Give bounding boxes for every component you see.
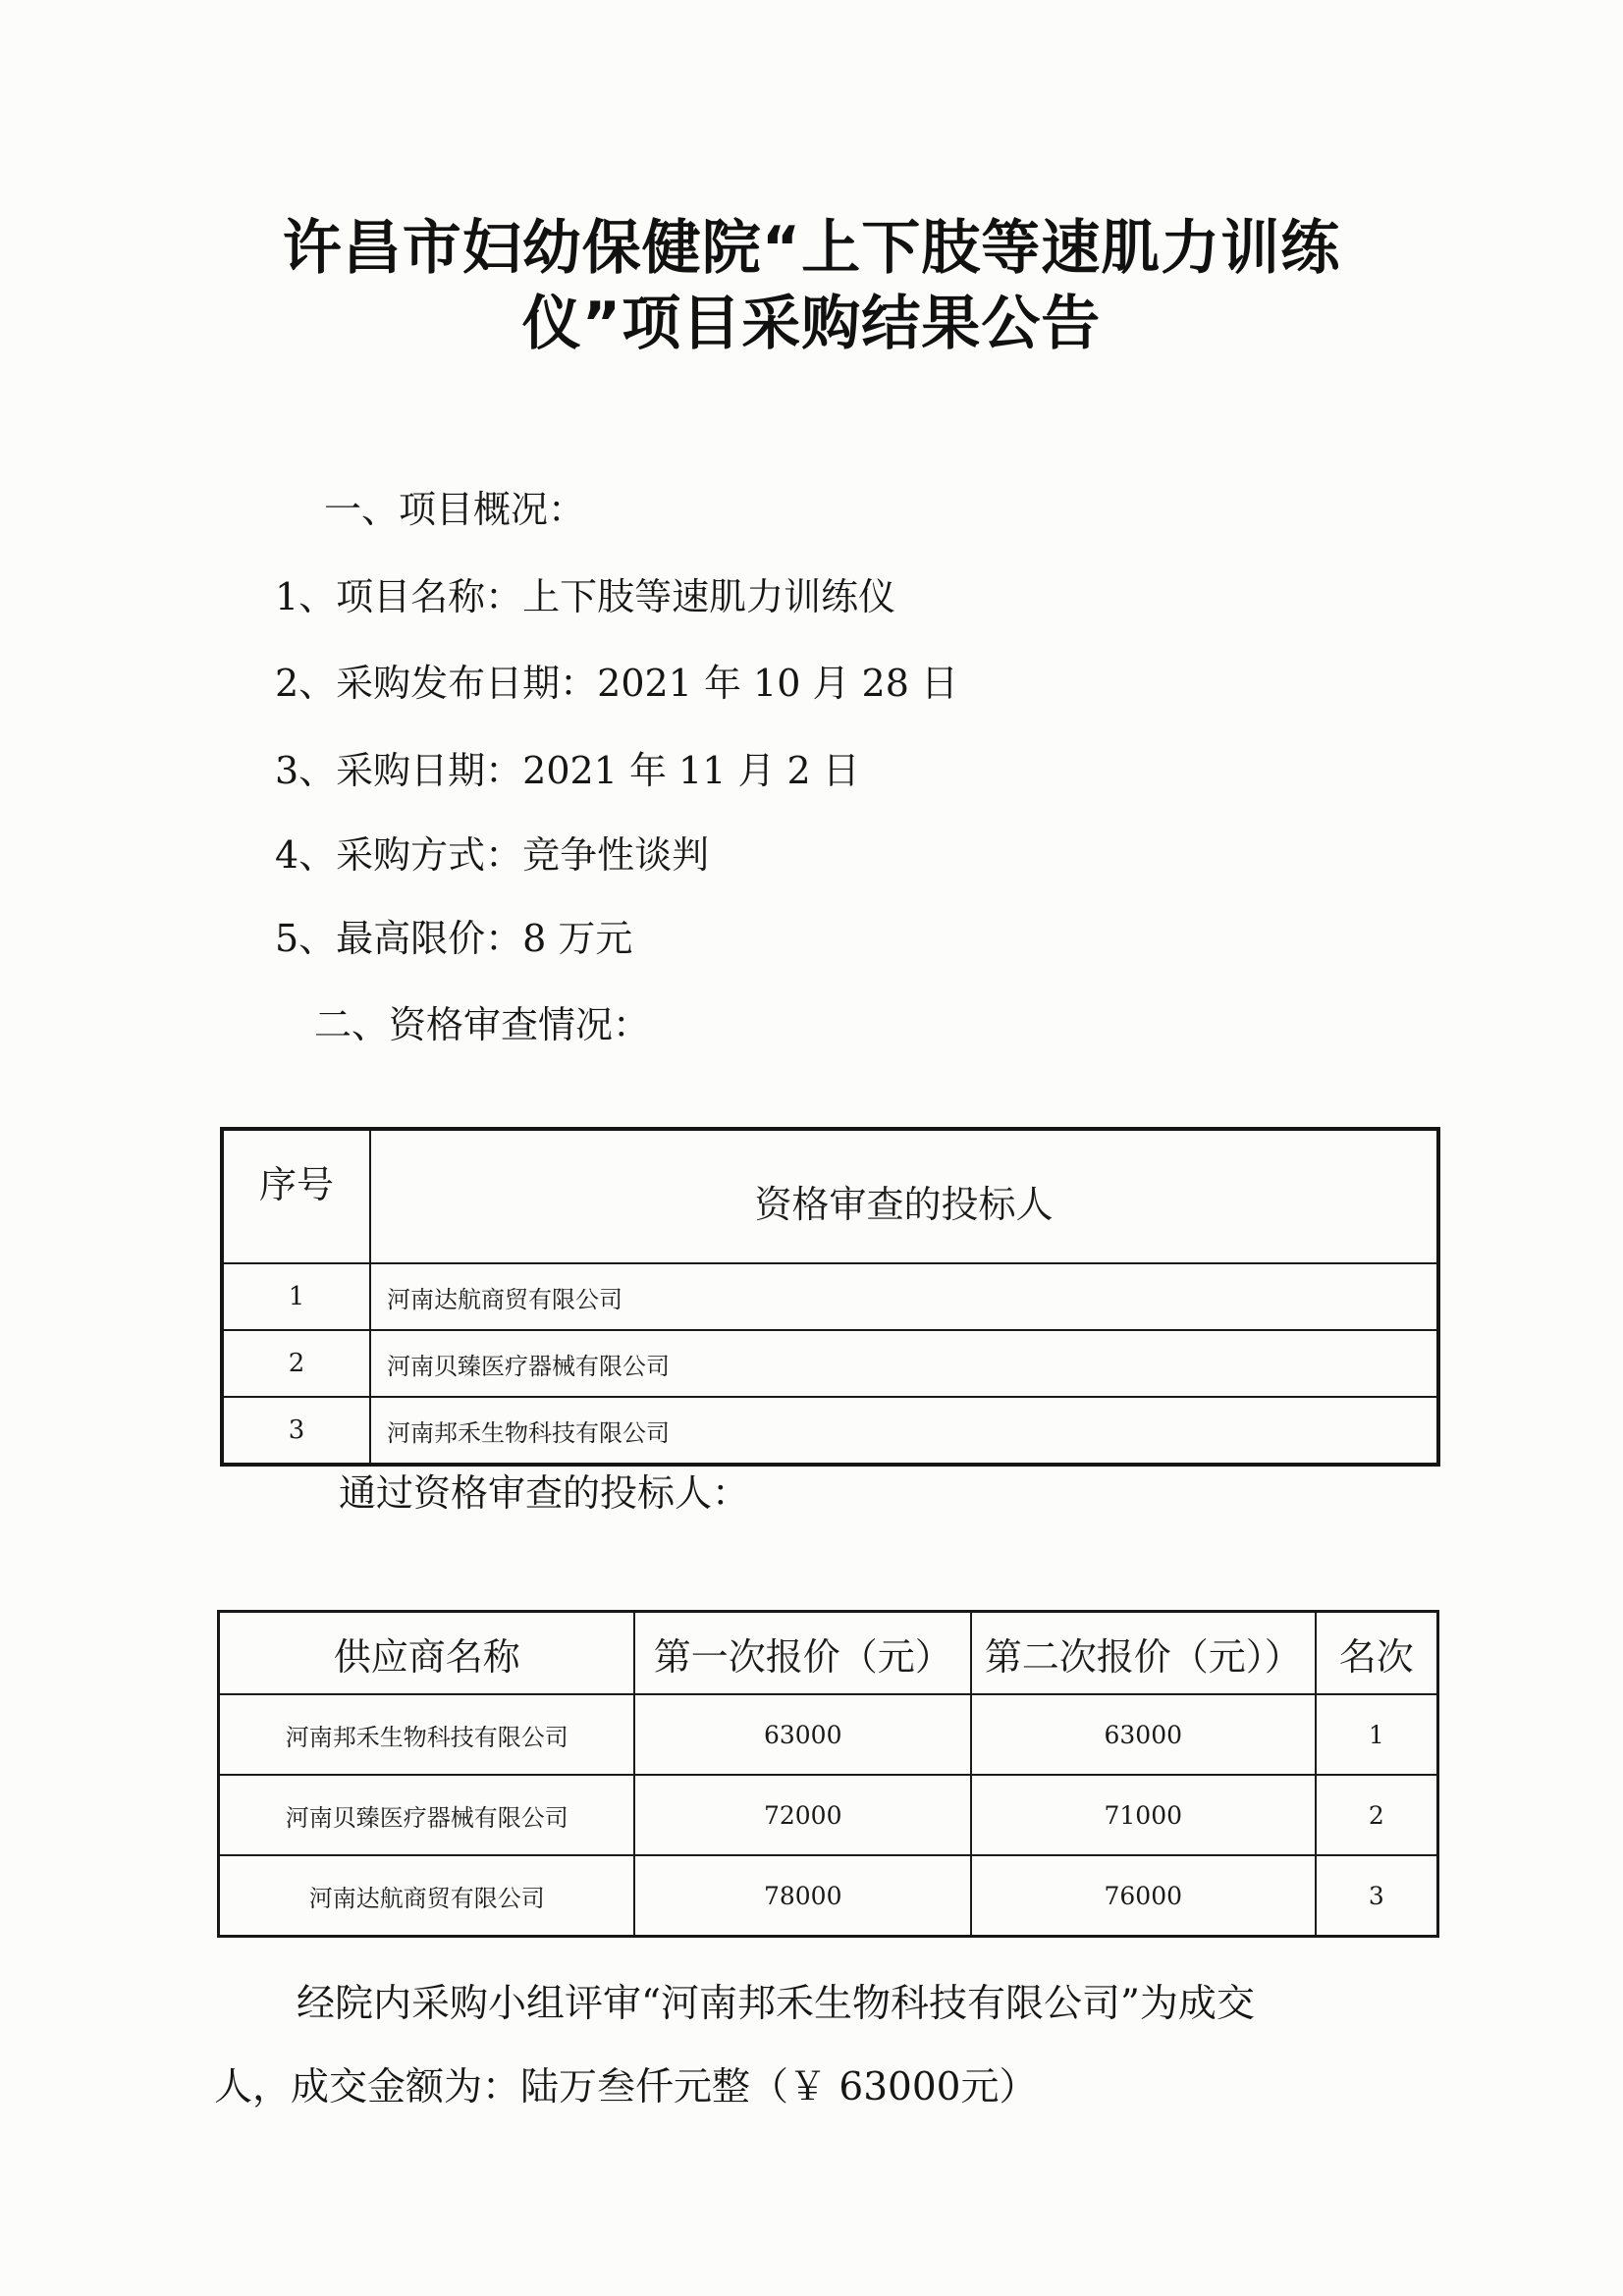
section-heading-passed-bidders: 通过资格审查的投标人： [339, 1471, 750, 1515]
overview-item-project-name: 1、项目名称：上下肢等速肌力训练仪 [275, 575, 896, 618]
column-header-rank: 名次 [1316, 1612, 1438, 1695]
supplier-cell: 河南邦禾生物科技有限公司 [219, 1694, 635, 1775]
conclusion-line-1: 经院内采购小组评审“河南邦禾生物科技有限公司”为成交 [297, 1982, 1255, 2026]
announcement-title-line-2: 仪”项目采购结果公告 [521, 290, 1102, 358]
serial-cell: 3 [222, 1397, 370, 1465]
second-quote-cell: 71000 [971, 1775, 1316, 1855]
table-header-row [219, 1612, 1438, 1695]
column-header-second-quote: 第二次报价（元）） [971, 1612, 1316, 1695]
table-row [222, 1263, 1438, 1330]
conclusion-line-2: 人，成交金额为：陆万叁仟元整（￥ 63000元） [214, 2065, 1038, 2109]
qualification-table [220, 1127, 1440, 1467]
supplier-cell: 河南贝臻医疗器械有限公司 [219, 1775, 635, 1855]
overview-item-procurement-date: 3、采购日期：2021 年 11 月 2 日 [275, 749, 860, 792]
first-quote-cell: 72000 [634, 1775, 971, 1855]
overview-item-price-limit: 5、最高限价：8 万元 [275, 917, 633, 960]
column-header-serial: 序号 [222, 1129, 370, 1263]
announcement-title-line-1: 许昌市妇幼保健院“上下肢等速肌力训练 [282, 214, 1341, 283]
section-heading-qualification: 二、资格审查情况： [314, 1003, 651, 1046]
bidder-cell: 河南邦禾生物科技有限公司 [370, 1397, 1438, 1465]
table-header-row [222, 1129, 1438, 1263]
overview-item-publish-date: 2、采购发布日期：2021 年 10 月 28 日 [275, 662, 958, 705]
column-header-supplier: 供应商名称 [219, 1612, 635, 1695]
bidder-cell: 河南贝臻医疗器械有限公司 [370, 1330, 1438, 1397]
second-quote-cell: 76000 [971, 1855, 1316, 1937]
first-quote-cell: 63000 [634, 1694, 971, 1775]
table-row [222, 1330, 1438, 1397]
overview-item-procurement-method: 4、采购方式：竞争性谈判 [275, 833, 710, 877]
quotation-table [217, 1610, 1439, 1938]
table-row [219, 1775, 1438, 1855]
rank-cell: 1 [1316, 1694, 1438, 1775]
table-row [222, 1397, 1438, 1465]
table-row [219, 1855, 1438, 1937]
second-quote-cell: 63000 [971, 1694, 1316, 1775]
column-header-bidder: 资格审查的投标人 [370, 1129, 1438, 1263]
column-header-first-quote: 第一次报价（元） [634, 1612, 971, 1695]
supplier-cell: 河南达航商贸有限公司 [219, 1855, 635, 1937]
rank-cell: 2 [1316, 1775, 1438, 1855]
table-row [219, 1694, 1438, 1775]
serial-cell: 2 [222, 1330, 370, 1397]
serial-cell: 1 [222, 1263, 370, 1330]
first-quote-cell: 78000 [634, 1855, 971, 1937]
bidder-cell: 河南达航商贸有限公司 [370, 1263, 1438, 1330]
rank-cell: 3 [1316, 1855, 1438, 1937]
section-heading-overview: 一、项目概况： [324, 488, 586, 531]
